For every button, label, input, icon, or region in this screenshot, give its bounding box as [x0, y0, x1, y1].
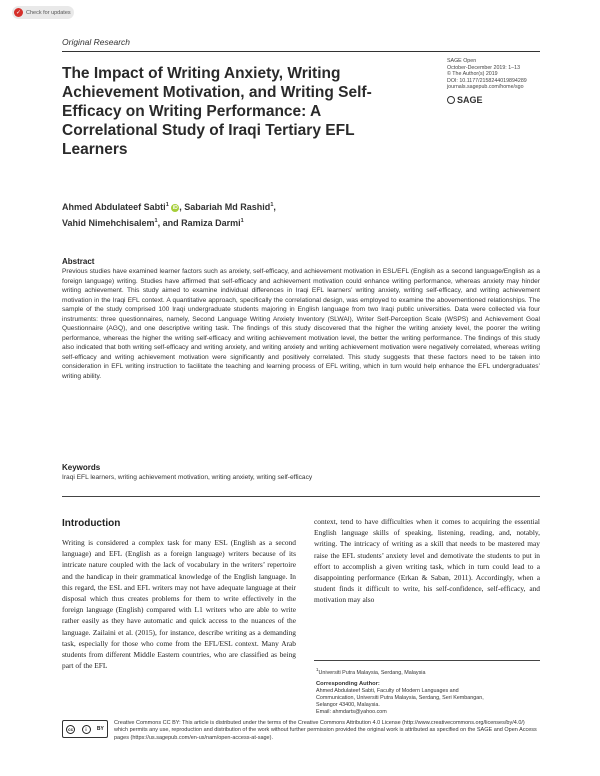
abstract-text: Previous studies have examined learner factors such as anxiety, self-efficacy, and achievement motivation in ESL/EFL (English as a second language/English as a foreign language) writing. Studies have affirmed that self-efficacy and achievement motivation could enhance writing performance, whereas anxiety may hinder writing achievement. This study aimed to examine individual differences in Iraqi EFL learners’ writing anxiety, writing self-efficacy, and writing achievement motivation in the Iraqi EFL context. A quantitative approach, specifically the correlational design, was employed to examine the abovementioned relationships. The sample of the study comprised 100 Iraqi undergraduate students majoring in English language from two Iraqi public universities. Data were collected via four instruments: three questionnaires, namely, Second Language Writing Anxiety Inventory (SLWAI), Writer Self-Perception Scale (WSPS) and Achievement Goal Questionnaire (AGQ), and one descriptive writing task. The findings of this study discovered that the higher the writing anxiety level, the poorer the writing performance, whereas the higher the writing self-efficacy and writing achievement motivation level, the better the writing performance. The findings of this study also indicated that both writing self-efficacy and writing anxiety, and writing anxiety and writing achievement motivation were negatively correlated, whereas writing self-efficacy and writing achievement motivation were significantly and positively correlated. This study suggests that these factors need to be taken into consideration in EFL writing instruction to facilitate the teaching and learning process of EFL writing, which in turn would help enhance the EFL undergraduates’ writing ability.: [62, 268, 540, 380]
keywords-text: Iraqi EFL learners, writing achievement motivation, writing anxiety, writing self-efficacy: [62, 474, 313, 481]
journal-name: SAGE Open: [447, 58, 477, 64]
footnote-divider: [314, 660, 540, 661]
author-list: Ahmed Abdulateef Sabti$^1$ iD , Sabariah Md Rashid$^1$, Vahid Nimehchisalem$^1$, and Ramiza Darmi$^1$: [62, 202, 276, 228]
check-updates-label: Check for updates: [26, 9, 71, 16]
journal-issue: October-December 2019: 1–13: [447, 64, 521, 71]
by-label: BY: [96, 726, 104, 732]
doi[interactable]: DOI: 10.1177/2158244019894289: [447, 77, 527, 84]
keywords: [62, 463, 540, 481]
cc-icon: cc: [68, 726, 74, 732]
attribution-icon: i: [82, 725, 91, 734]
author-affiliation-mark: 1: [165, 202, 169, 208]
corresponding-email[interactable]: Email: ahmdarts@yahoo.com: [316, 709, 387, 715]
section-divider: [62, 496, 540, 497]
author-name: Sabariah Md Rashid: [184, 202, 271, 212]
check-for-updates-badge[interactable]: [12, 6, 74, 19]
abstract-heading: Abstract: [62, 257, 95, 266]
affiliation-mark: 1: [316, 667, 319, 672]
author-affiliation-mark: 1: [154, 218, 158, 224]
author-name: Ramiza Darmi: [181, 218, 241, 228]
check-updates-icon: ✓: [15, 10, 22, 16]
author-affiliation-mark: 1: [270, 202, 274, 208]
license-text: Creative Commons CC BY: This article is distributed under the terms of the Creative Commons Attribution 4.0 License (http://www.creativecommons.org/licenses/by/4.0/) which permits any use, reproduction and distribution of the work without further permission provided the original work is attributed as specified on the SAGE and Open Access pages (https://us.sagepub.com/en-us/nam/open-access-at-sage).: [114, 720, 537, 741]
article-title: The Impact of Writing Anxiety, Writing Achievement Motivation, and Writing Self-Efficacy on Writing Performance: A Correlational Study of Iraqi Tertiary EFL Learners: [62, 65, 372, 158]
sage-logo: [447, 95, 483, 105]
abstract: [62, 257, 540, 381]
introduction-heading: Introduction: [62, 518, 121, 529]
author-affiliation-mark: 1: [240, 218, 244, 224]
corresponding-line: Communication, Universiti Putra Malaysia, Serdang, Seri Kembangan,: [316, 695, 484, 701]
section-type: Original Research: [62, 37, 131, 47]
corresponding-line: Selangor 43400, Malaysia.: [316, 702, 380, 708]
copyright: © The Author(s) 2019: [447, 71, 498, 78]
corresponding-line: Ahmed Abdulateef Sabti, Faculty of Modern Languages and: [316, 688, 459, 694]
top-divider: [62, 51, 540, 52]
journal-url[interactable]: journals.sagepub.com/home/sgo: [447, 84, 524, 91]
keywords-heading: Keywords: [62, 463, 101, 472]
corresponding-author: [316, 681, 536, 716]
introduction-left-column: Writing is considered a complex task for many ESL (English as a second language) and EFL (English as a foreign language) writers because of its intricate nature coupled with the lack of vocabulary in the writers’ repertoire and the handicap in their grammatical knowledge of the English language. In this regard, the ESL and EFL writers may not have adequate language at their disposal which thus creates problems for them to write effectively in the foreign language (English) compared with L1 writers who are able to write rather easily as they have automatic and quick access to the nuances of the language. Zailaini et al. (2015), for instance, describe writing as a demanding task, especially for those who come from the EFL/ESL context. Many Arab students from different Middle Eastern countries, who are classified as being part of the EFL: [62, 538, 296, 671]
author-name: Ahmed Abdulateef Sabti: [62, 202, 166, 212]
orcid-icon[interactable]: iD: [172, 205, 178, 211]
corresponding-heading: Corresponding Author:: [316, 681, 380, 687]
affiliation-text: Universiti Putra Malaysia, Serdang, Malaysia: [318, 669, 426, 676]
license-block: [62, 720, 540, 742]
affiliation-footnote: [316, 667, 425, 676]
sage-logo-icon: [447, 96, 455, 104]
sage-logo-text: SAGE: [457, 95, 483, 105]
journal-meta: [447, 58, 527, 91]
introduction-right-column: context, tend to have difficulties when it comes to acquiring the essential English language skills of speaking, listening, reading, and, notably, writing. The intricacy of writing as a skill that needs to be mastered may raise the EFL students’ anxiety level and demotivate the students to put in effort to accomplish a given writing task, which in turn could lead to a disappointing performance (Erkan & Saban, 2011). Accordingly, when a student finds it difficult to write, his self-confidence, self-efficacy, and motivation may also: [314, 517, 540, 605]
cc-by-badge[interactable]: [62, 720, 108, 738]
author-name: Vahid Nimehchisalem: [62, 218, 155, 228]
